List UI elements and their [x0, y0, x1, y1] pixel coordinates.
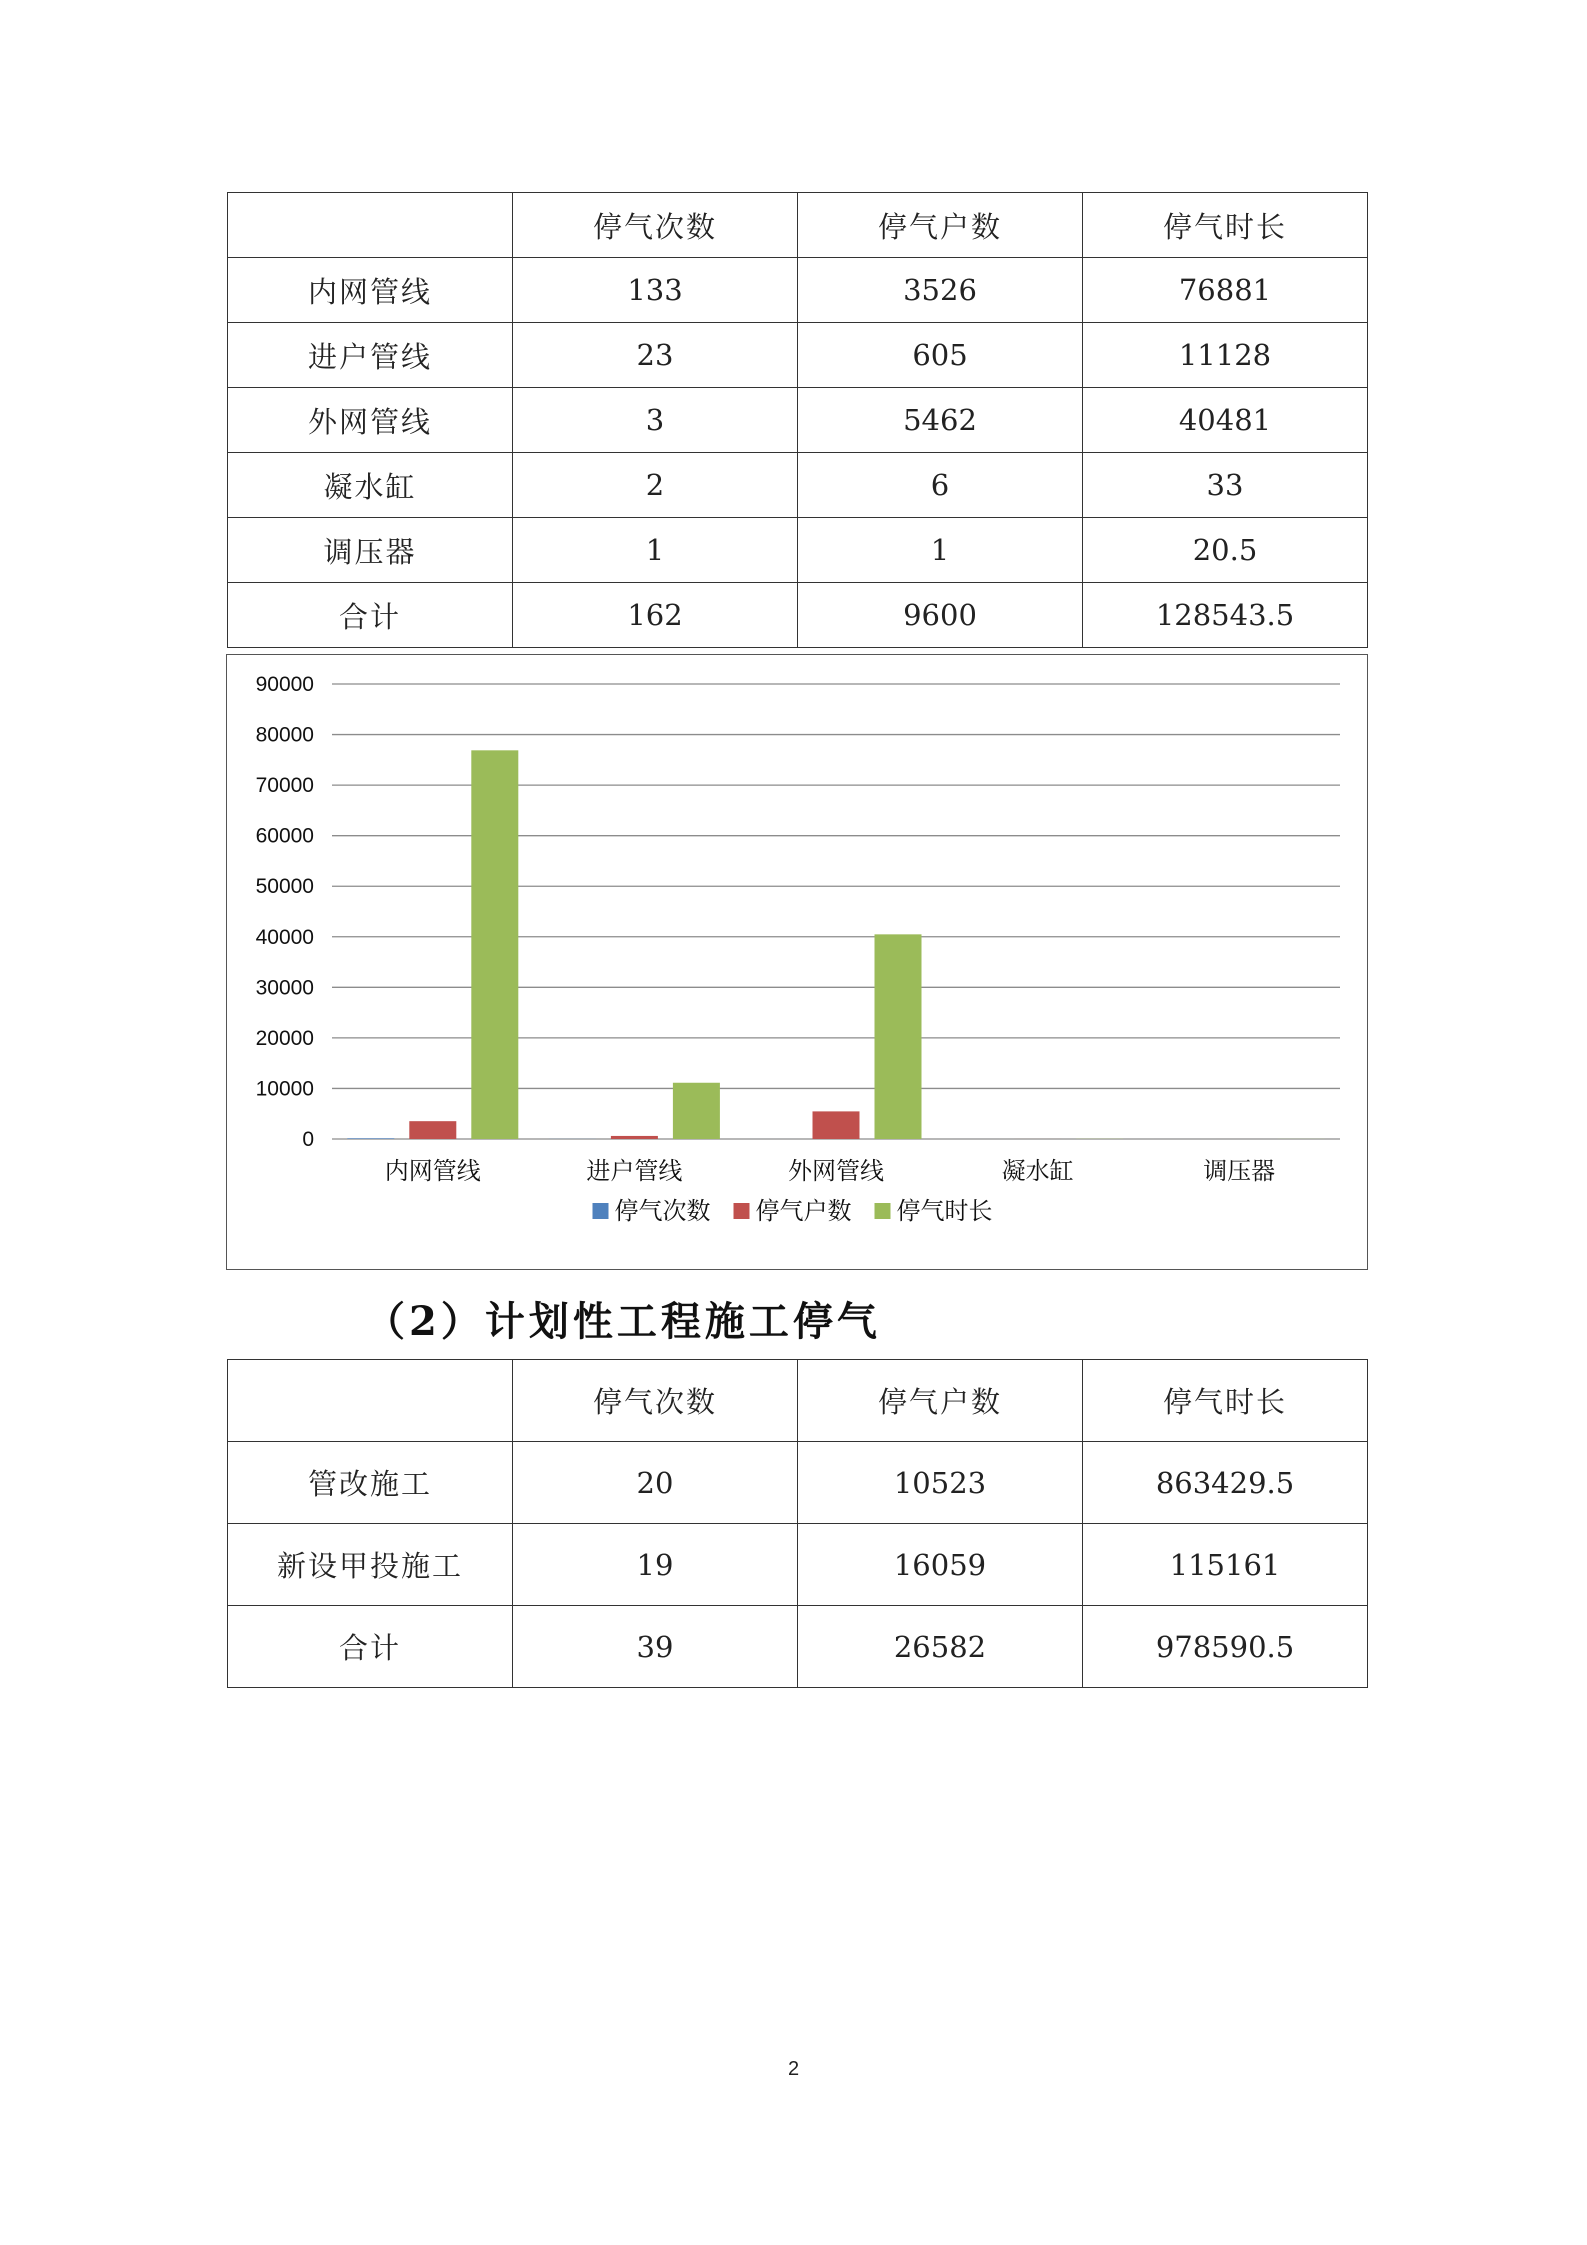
table-cell: 23	[513, 323, 798, 388]
bar-3	[875, 934, 922, 1139]
table-cell: 133	[513, 258, 798, 323]
x-tick-label: 内网管线	[384, 1157, 481, 1185]
x-tick-label: 凝水缸	[1001, 1157, 1074, 1185]
table-row	[228, 1442, 1368, 1524]
row-label: 合计	[228, 583, 513, 648]
table-cell: 162	[513, 583, 798, 648]
legend-swatch	[875, 1203, 891, 1219]
table-cell: 5462	[798, 388, 1083, 453]
table-row	[228, 518, 1368, 583]
table-cell: 10523	[798, 1442, 1083, 1524]
table-total-row	[228, 583, 1368, 648]
table-row	[228, 1524, 1368, 1606]
table-cell: 39	[513, 1606, 798, 1688]
table-header-cell	[228, 193, 513, 258]
table-header-cell: 停气时长	[1083, 1360, 1368, 1442]
bar-2	[813, 1111, 860, 1139]
table-cell: 3526	[798, 258, 1083, 323]
outage-bar-chart	[226, 654, 1368, 1270]
y-tick-label: 50000	[255, 875, 314, 899]
row-label: 合计	[228, 1606, 513, 1688]
table-cell: 26582	[798, 1606, 1083, 1688]
row-label: 外网管线	[228, 388, 513, 453]
table-cell: 115161	[1083, 1524, 1368, 1606]
table-header-cell: 停气户数	[798, 193, 1083, 258]
table-header-cell: 停气次数	[513, 1360, 798, 1442]
table-cell: 1	[513, 518, 798, 583]
table-cell: 33	[1083, 453, 1368, 518]
table-cell: 19	[513, 1524, 798, 1606]
table-cell: 605	[798, 323, 1083, 388]
y-tick-label: 90000	[255, 673, 314, 696]
x-tick-label: 外网管线	[788, 1157, 884, 1185]
chart-canvas	[227, 655, 1369, 1271]
table-row	[228, 453, 1368, 518]
table-cell: 3	[513, 388, 798, 453]
bar-2	[611, 1136, 658, 1139]
y-tick-label: 60000	[255, 824, 314, 848]
table-total-row	[228, 1606, 1368, 1688]
y-tick-label: 10000	[255, 1077, 314, 1101]
table-header-cell: 停气时长	[1083, 193, 1368, 258]
row-label: 内网管线	[228, 258, 513, 323]
legend-label: 停气户数	[755, 1197, 852, 1225]
row-label: 新设甲投施工	[228, 1524, 513, 1606]
bar-3	[673, 1083, 720, 1139]
y-tick-label: 30000	[255, 976, 314, 1000]
row-label: 管改施工	[228, 1442, 513, 1524]
row-label: 进户管线	[228, 323, 513, 388]
table-cell: 863429.5	[1083, 1442, 1368, 1524]
table-cell: 16059	[798, 1524, 1083, 1606]
table-cell: 20	[513, 1442, 798, 1524]
planned-construction-table	[227, 1359, 1368, 1688]
table-cell: 76881	[1083, 258, 1368, 323]
section-heading: （2）计划性工程施工停气	[365, 1298, 881, 1345]
y-tick-label: 80000	[255, 723, 314, 747]
table-cell: 11128	[1083, 323, 1368, 388]
table-cell: 2	[513, 453, 798, 518]
y-tick-label: 20000	[255, 1026, 314, 1050]
table-cell: 978590.5	[1083, 1606, 1368, 1688]
legend-swatch	[593, 1203, 609, 1219]
outage-summary-table	[227, 192, 1368, 648]
legend-label: 停气次数	[614, 1197, 711, 1225]
bar-1	[347, 1138, 394, 1139]
table-header-cell: 停气户数	[798, 1360, 1083, 1442]
row-label: 凝水缸	[228, 453, 513, 518]
x-tick-label: 调压器	[1203, 1157, 1276, 1185]
table-cell: 9600	[798, 583, 1083, 648]
table-row	[228, 323, 1368, 388]
y-tick-label: 70000	[255, 774, 314, 798]
x-tick-label: 进户管线	[586, 1157, 683, 1185]
legend-label: 停气时长	[896, 1197, 993, 1225]
row-label: 调压器	[228, 518, 513, 583]
table-row	[228, 388, 1368, 453]
legend-swatch	[734, 1203, 750, 1219]
table-header-cell	[228, 1360, 513, 1442]
table-header-row	[228, 1360, 1368, 1442]
y-tick-label: 0	[302, 1128, 314, 1151]
table-cell: 6	[798, 453, 1083, 518]
table-cell: 1	[798, 518, 1083, 583]
table-cell: 20.5	[1083, 518, 1368, 583]
table-cell: 128543.5	[1083, 583, 1368, 648]
table-row	[228, 258, 1368, 323]
page-number: 2	[787, 2058, 800, 2080]
table-cell: 40481	[1083, 388, 1368, 453]
bar-3	[471, 750, 518, 1139]
y-tick-label: 40000	[255, 925, 314, 949]
bar-2	[409, 1121, 456, 1139]
table-header-cell: 停气次数	[513, 193, 798, 258]
table-header-row	[228, 193, 1368, 258]
